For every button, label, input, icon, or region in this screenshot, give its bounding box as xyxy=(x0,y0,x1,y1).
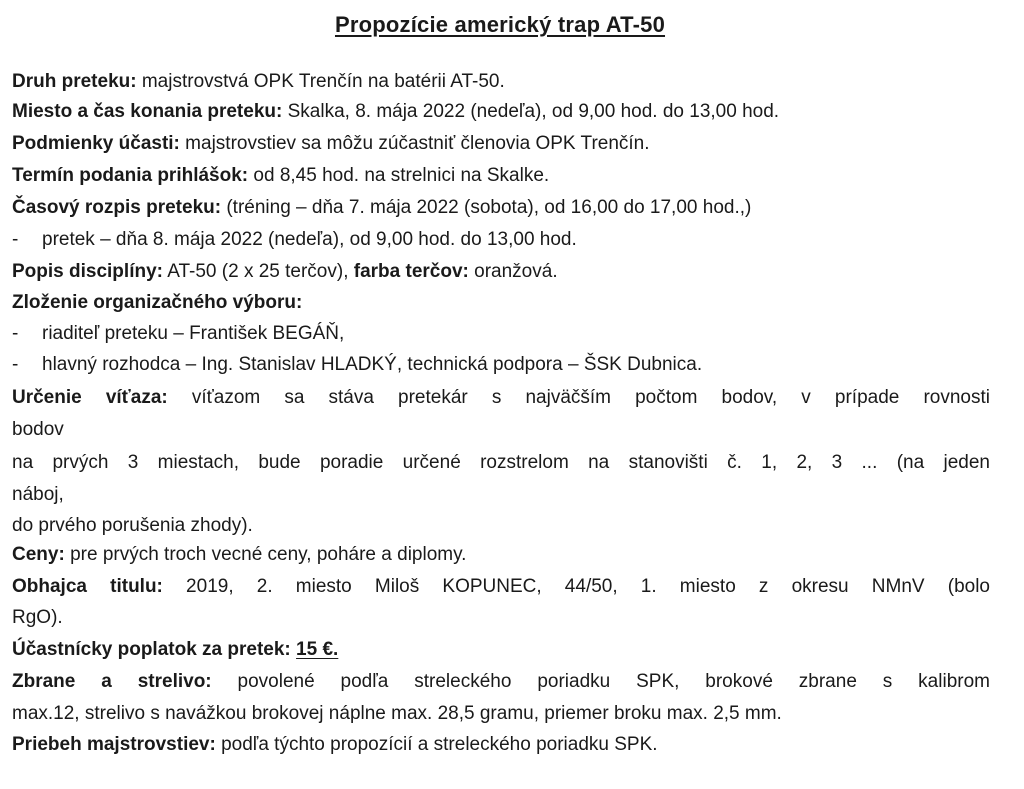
line-miesto-cas xyxy=(12,100,779,124)
value-farba-tercov: oranžová. xyxy=(468,261,558,282)
label-zbrane-strelivo: Zbrane a strelivo: xyxy=(12,671,212,692)
value-priebeh-majstrovstiev: podľa týchto propozícií a streleckého poriadku SPK. xyxy=(215,734,658,755)
line-zbrane-strelivo xyxy=(12,670,990,694)
label-ucastnicky-poplatok: Účastnícky poplatok za pretek: xyxy=(12,639,291,660)
line-kaliber xyxy=(12,702,782,726)
line-termin-prihlasok xyxy=(12,164,549,188)
label-zlozenie-vyboru: Zloženie organizačného výboru: xyxy=(12,292,303,313)
line-casovy-rozpis xyxy=(12,196,751,220)
line-urcenie-vitaza xyxy=(12,386,990,410)
label-podmienky-ucasti: Podmienky účasti: xyxy=(12,133,180,154)
document-title: Propozície americký trap AT-50 xyxy=(334,12,666,37)
label-urcenie-vitaza: Určenie víťaza: xyxy=(12,387,168,408)
line-hlavny-rozhodca xyxy=(12,353,702,377)
label-miesto-cas: Miesto a čas konania preteku: xyxy=(12,101,283,122)
line-obhajca-titulu xyxy=(12,575,990,599)
value-zbrane-strelivo: povolené podľa streleckého poriadku SPK, brokové zbrane s kalibrom xyxy=(211,671,990,692)
value-poplatok: 15 €. xyxy=(296,639,339,660)
label-casovy-rozpis: Časový rozpis preteku: xyxy=(12,197,222,218)
value-naboj: náboj, xyxy=(12,484,64,505)
line-bodov xyxy=(12,418,64,442)
label-druh-preteku: Druh preteku: xyxy=(12,71,137,92)
value-bodov: bodov xyxy=(12,419,64,440)
line-druh-preteku xyxy=(12,70,505,94)
value-miesto-cas: Skalka, 8. mája 2022 (nedeľa), od 9,00 hod. do 13,00 hod. xyxy=(282,101,780,122)
value-hlavny-rozhodca: hlavný rozhodca – Ing. Stanislav HLADKÝ, technická podpora – ŠSK Dubnica. xyxy=(42,354,703,375)
line-podmienky-ucasti xyxy=(12,132,650,156)
line-pretek-termin xyxy=(12,228,577,252)
line-porusenia-zhody xyxy=(12,514,253,538)
line-prve-miesta xyxy=(12,451,990,475)
value-popis-discipliny: AT-50 (2 x 25 terčov), xyxy=(162,261,354,282)
bullet-dash: - xyxy=(12,354,19,375)
value-termin-prihlasok: od 8,45 hod. na strelnici na Skalke. xyxy=(248,165,550,186)
value-druh-preteku: majstrovstvá OPK Trenčín na batérii AT-50. xyxy=(136,71,505,92)
label-priebeh-majstrovstiev: Priebeh majstrovstiev: xyxy=(12,734,216,755)
label-farba-tercov: farba terčov: xyxy=(353,261,469,282)
value-rgo: RgO). xyxy=(12,607,63,628)
label-ceny: Ceny: xyxy=(12,544,65,565)
value-obhajca-titulu: 2019, 2. miesto Miloš KOPUNEC, 44/50, 1. miesto z okresu NMnV (bolo xyxy=(162,576,990,597)
value-porusenia-zhody: do prvého porušenia zhody). xyxy=(12,515,253,536)
value-podmienky-ucasti: majstrovstiev sa môžu zúčastniť členovia OPK Trenčín. xyxy=(179,133,650,154)
line-ucastnicky-poplatok xyxy=(12,638,338,662)
value-kaliber: max.12, strelivo s navážkou brokovej náplne max. 28,5 gramu, priemer broku max. 2,5 mm. xyxy=(12,703,782,724)
bullet-dash: - xyxy=(12,323,19,344)
line-ceny xyxy=(12,543,466,567)
line-rgo xyxy=(12,606,63,630)
value-ceny: pre prvých troch vecné ceny, poháre a diplomy. xyxy=(64,544,467,565)
value-urcenie-vitaza: víťazom sa stáva pretekár s najväčším počtom bodov, v prípade rovnosti xyxy=(167,387,990,408)
bullet-dash: - xyxy=(12,229,19,250)
label-obhajca-titulu: Obhajca titulu: xyxy=(12,576,163,597)
line-zlozenie-vyboru xyxy=(12,291,302,315)
label-popis-discipliny: Popis disciplíny: xyxy=(12,261,163,282)
line-priebeh-majstrovstiev xyxy=(12,733,658,757)
value-prve-miesta: na prvých 3 miestach, bude poradie určené rozstrelom na stanovišti č. 1, 2, 3 ... (na jeden xyxy=(12,452,990,473)
line-popis-discipliny xyxy=(12,260,558,284)
line-naboj xyxy=(12,483,64,507)
value-pretek-termin: pretek – dňa 8. mája 2022 (nedeľa), od 9,00 hod. do 13,00 hod. xyxy=(42,229,577,250)
value-riaditel: riaditeľ preteku – František BEGÁŇ, xyxy=(42,323,345,344)
label-termin-prihlasok: Termín podania prihlášok: xyxy=(12,165,249,186)
value-casovy-rozpis: (tréning – dňa 7. mája 2022 (sobota), od 16,00 do 17,00 hod.,) xyxy=(221,197,752,218)
line-riaditel xyxy=(12,322,344,346)
